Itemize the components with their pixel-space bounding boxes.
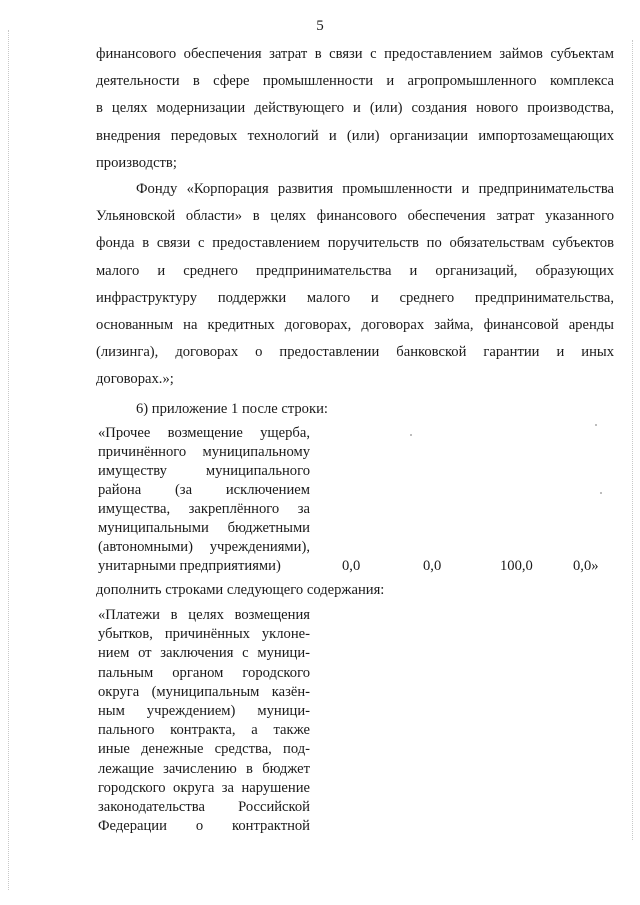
text-line: Ульяновской области» в целях финансового обеспечения затрат указанного — [96, 208, 614, 225]
cell-line: пальным органом городского — [98, 664, 310, 681]
text-line: малого и среднего предпринимательства и организаций, образующих — [96, 262, 614, 279]
cell-line: муниципальными бюджетными — [98, 520, 310, 536]
paragraph-financing-loans — [96, 41, 614, 177]
cell-line: иные денежные средства, под- — [98, 741, 310, 758]
table-row-1-value-3: 100,0 — [500, 558, 533, 574]
scan-edge-left — [8, 30, 10, 890]
text-line: инфраструктуру поддержки малого и среднего предпринимательства, — [96, 289, 614, 306]
table-row-1-value-1: 0,0 — [342, 558, 361, 574]
text-line: внедрения передовых технологий и (или) организации импортозамещающих — [96, 127, 614, 144]
cell-line: имущества, закреплённого за — [98, 501, 310, 517]
scan-speck — [410, 434, 412, 436]
cell-line: лежащие зачислению в бюджет — [98, 760, 310, 777]
cell-line: ным учреждением) муници- — [98, 703, 310, 720]
cell-line: нием от заключения с муници- — [98, 645, 310, 662]
table-row-1-description — [98, 424, 310, 576]
cell-line: округа (муниципальным казён- — [98, 683, 310, 700]
cell-line: «Платежи в целях возмещения — [98, 607, 310, 623]
cell-line: «Прочее возмещение ущерба, — [98, 425, 310, 441]
table-row-1-value-4: 0,0» — [573, 558, 599, 574]
item-6-heading: 6) приложение 1 после строки: — [136, 401, 328, 417]
cell-line: имуществу муниципального — [98, 463, 310, 479]
cell-line: причинённого муниципальному — [98, 444, 310, 460]
cell-line: Федерации о контрактной — [98, 818, 310, 835]
cell-line: (автономными) учреждениями), — [98, 539, 310, 555]
text-line: договорах.»; — [96, 371, 174, 388]
text-line: финансового обеспечения затрат в связи с предоставлением займов субъектам — [96, 46, 614, 62]
cell-line: унитарными предприятиями) — [98, 558, 281, 574]
cell-line: пального контракта, а также — [98, 722, 310, 739]
add-rows-instruction: дополнить строками следующего содержания: — [96, 582, 385, 598]
scan-edge-right — [632, 40, 634, 840]
text-line: (лизинга), договорах о предоставлении банковской гарантии и иных — [96, 344, 614, 361]
text-line: в целях модернизации действующего и (или) создания нового производства, — [96, 100, 614, 117]
scan-speck — [595, 424, 597, 426]
table-row-2-description — [98, 606, 310, 836]
table-row-1-value-2: 0,0 — [423, 558, 442, 574]
text-line: Фонду «Корпорация развития промышленности и предпринимательства — [136, 181, 614, 197]
text-line: деятельности в сфере промышленности и агропромышленного комплекса — [96, 73, 614, 90]
text-line: фонда в связи с предоставлением поручительств по обязательствам субъектов — [96, 235, 614, 252]
page-number: 5 — [316, 18, 324, 34]
paragraph-fund-corporation — [96, 176, 614, 394]
cell-line: городского округа за нарушение — [98, 779, 310, 796]
scan-speck — [600, 492, 602, 494]
cell-line: района (за исключением — [98, 482, 310, 498]
cell-line: убытков, причинённых уклоне- — [98, 626, 310, 643]
text-line: основанным на кредитных договорах, договорах займа, финансовой аренды — [96, 317, 614, 334]
cell-line: законодательства Российской — [98, 799, 310, 816]
text-line: производств; — [96, 154, 177, 171]
